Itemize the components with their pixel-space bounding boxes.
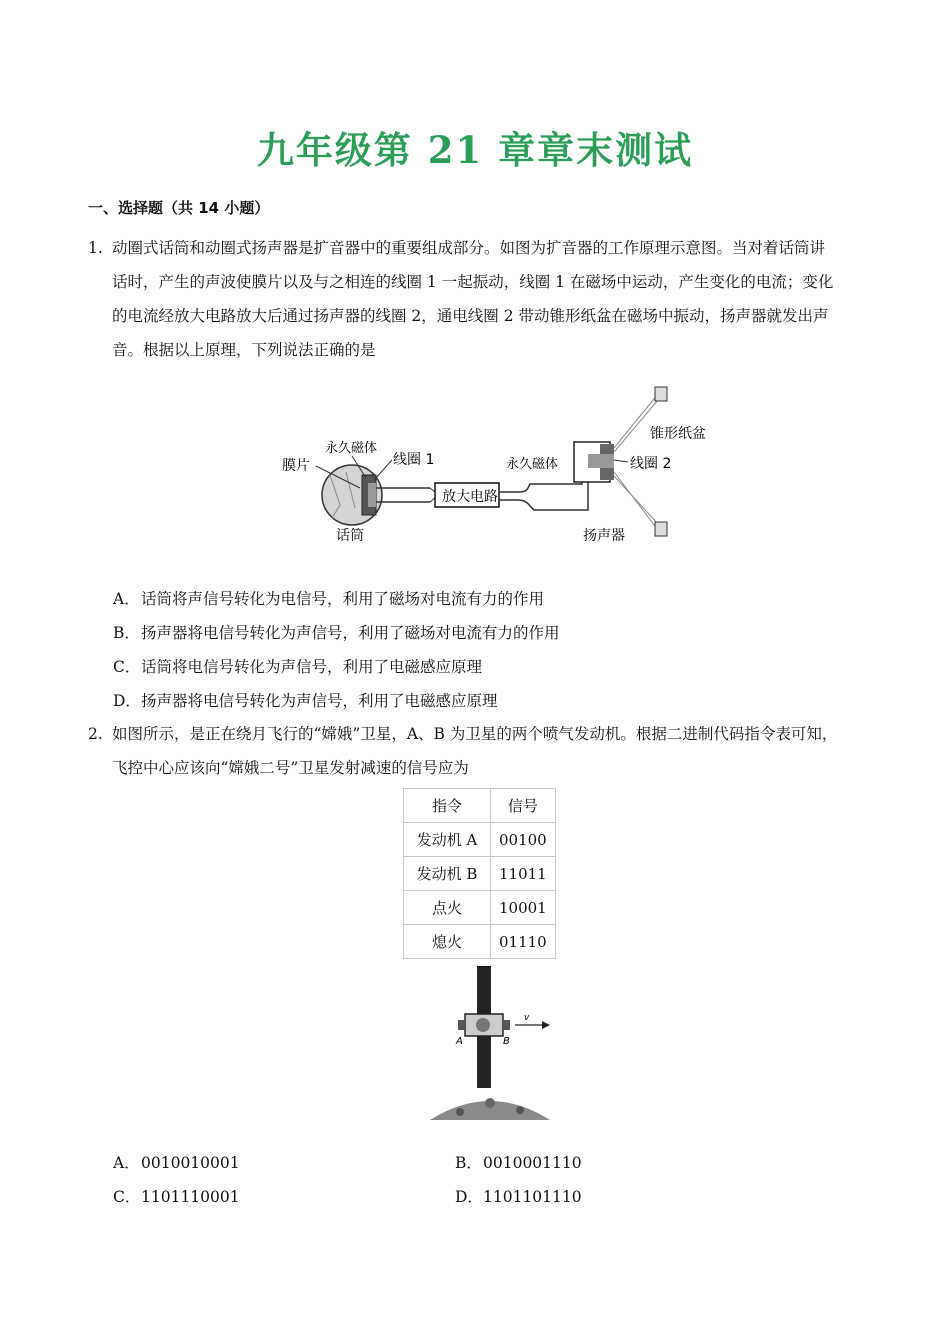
option-d[interactable] — [113, 689, 498, 711]
option-text: 0010010001 — [141, 1154, 240, 1172]
option-label: A． — [113, 590, 140, 608]
option-label: C． — [113, 1188, 141, 1206]
option-text: 扬声器将电信号转化为声信号，利用了磁场对电流有力的作用 — [141, 624, 560, 642]
cone-bottom — [655, 522, 667, 536]
engine-b-icon — [503, 1020, 510, 1030]
label-a: A — [456, 1036, 463, 1047]
table-cell: 00100 — [491, 823, 556, 857]
label-coil-1: 线圈 1 — [393, 452, 435, 468]
option-b[interactable] — [113, 621, 560, 643]
question-number: 1. — [88, 239, 103, 257]
table-cell: 01110 — [491, 925, 556, 959]
engine-a-icon — [458, 1020, 465, 1030]
question-text-line: 动圈式话筒和动圈式扬声器是扩音器中的重要组成部分。如图为扩音器的工作原理示意图。当对着话筒讲 — [112, 239, 826, 257]
question-2 — [88, 717, 878, 785]
velocity-arrow-icon — [542, 1021, 550, 1029]
option-d[interactable] — [455, 1185, 582, 1207]
question-text-line: 话时，产生的声波使膜片以及与之相连的线圈 1 一起振动，线圈 1 在磁场中运动，产生变化的电流；变化 — [112, 273, 834, 291]
option-b[interactable] — [455, 1151, 582, 1173]
table-row — [404, 823, 556, 857]
table-header: 指令 — [404, 789, 491, 823]
option-text: 1101101110 — [483, 1188, 582, 1206]
satellite-figure — [420, 962, 560, 1124]
question-text-line: 的电流经放大电路放大后通过扬声器的线圈 2，通电线圈 2 带动锥形纸盆在磁场中振动，扬声器就发出声 — [112, 307, 829, 325]
option-a[interactable] — [113, 587, 544, 609]
solar-panel-top — [477, 966, 491, 1014]
option-text: 话筒将声信号转化为电信号，利用了磁场对电流有力的作用 — [141, 590, 545, 608]
label-b: B — [503, 1036, 510, 1047]
label-magnet-2: 永久磁体 — [506, 457, 559, 472]
option-label: D． — [455, 1188, 483, 1206]
table-cell: 熄火 — [404, 925, 491, 959]
question-text-line: 音。根据以上原理，下列说法正确的是 — [112, 341, 376, 359]
solar-panel-bottom — [477, 1036, 491, 1088]
table-row — [404, 891, 556, 925]
option-text: 0010001110 — [483, 1154, 582, 1172]
cone-top — [655, 387, 667, 401]
table-cell: 11011 — [491, 857, 556, 891]
table-row — [404, 925, 556, 959]
question-text-line: 如图所示，是正在绕月飞行的“嫦娥”卫星，A、B 为卫星的两个喷气发动机。根据二进制代码指令表可知， — [112, 725, 838, 743]
option-label: A． — [113, 1154, 140, 1172]
table-cell: 发动机 B — [404, 857, 491, 891]
label-cone: 锥形纸盆 — [650, 426, 706, 442]
label-coil-2: 线圈 2 — [630, 456, 672, 472]
option-c[interactable] — [113, 655, 482, 677]
label-v: v — [524, 1013, 530, 1023]
option-label: D． — [113, 692, 141, 710]
option-text: 话筒将电信号转化为声信号，利用了电磁感应原理 — [141, 658, 483, 676]
label-speaker: 扬声器 — [583, 528, 625, 544]
option-label: B． — [113, 624, 140, 642]
page-title: 九年级第 21 章章末测试 — [256, 128, 694, 172]
table-header: 信号 — [491, 789, 556, 823]
table-cell: 10001 — [491, 891, 556, 925]
command-table — [403, 788, 556, 959]
option-label: B． — [455, 1154, 482, 1172]
label-microphone: 话筒 — [336, 528, 364, 544]
question-number: 2. — [88, 725, 103, 743]
option-label: C． — [113, 658, 141, 676]
table-header-row — [404, 789, 556, 823]
option-a[interactable] — [113, 1151, 240, 1173]
option-text: 扬声器将电信号转化为声信号，利用了电磁感应原理 — [141, 692, 498, 710]
label-membrane: 膜片 — [282, 458, 310, 474]
section-heading: 一、选择题（共 14 小题） — [88, 199, 270, 217]
option-c[interactable] — [113, 1185, 240, 1207]
question-1 — [88, 231, 868, 367]
option-text: 1101110001 — [141, 1188, 240, 1206]
table-cell: 发动机 A — [404, 823, 491, 857]
table-cell: 点火 — [404, 891, 491, 925]
amplifier-diagram — [270, 380, 720, 550]
table-row — [404, 857, 556, 891]
label-magnet-1: 永久磁体 — [325, 441, 378, 456]
question-text-line: 飞控中心应该向“嫦娥二号”卫星发射减速的信号应为 — [112, 759, 469, 777]
label-amplifier: 放大电路 — [442, 489, 498, 505]
